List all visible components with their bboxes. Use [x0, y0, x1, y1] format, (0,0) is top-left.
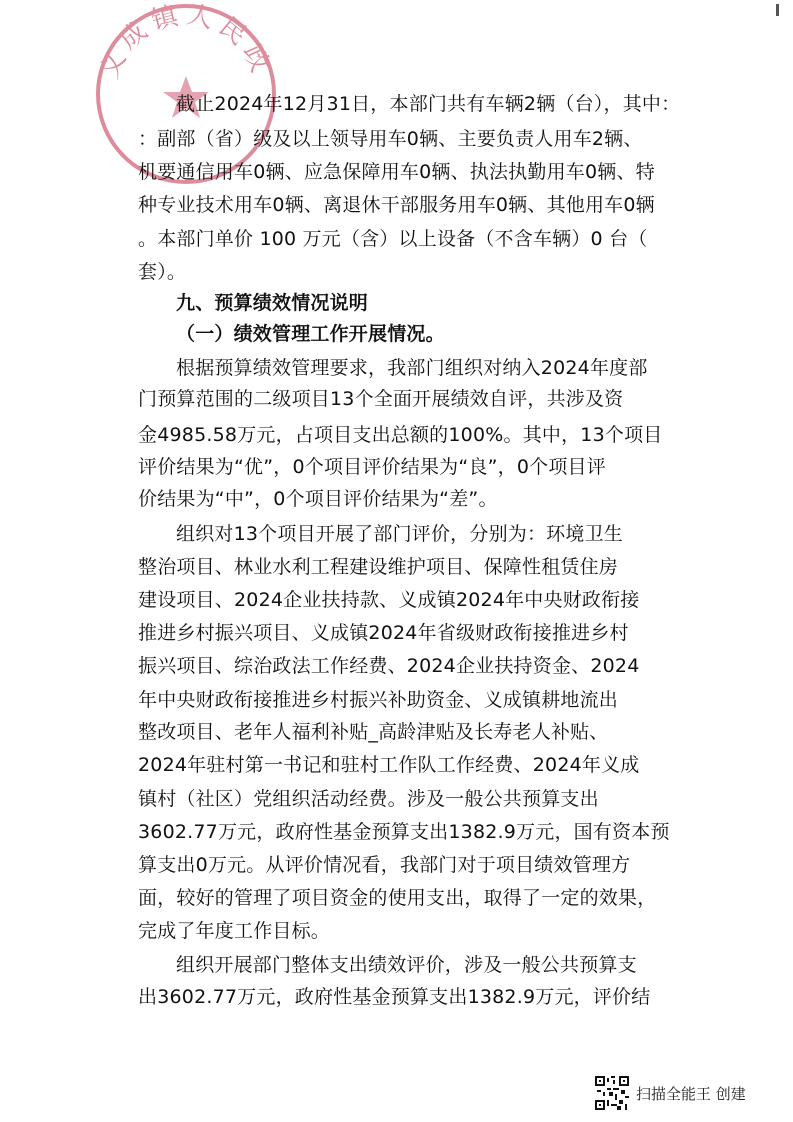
- text-line: 整治项目、林业水利工程建设维护项目、保障性租赁住房: [138, 556, 619, 578]
- section-heading: 九、预算绩效情况说明: [176, 292, 369, 314]
- text-line: 种专业技术用车0辆、离退休干部服务用车0辆、其他用车0辆: [138, 194, 655, 216]
- text-line: ：副部（省）级及以上领导用车0辆、主要负责人用车2辆、: [138, 128, 643, 150]
- scanner-footer: [595, 1075, 785, 1111]
- text-line: 3602.77万元，政府性基金预算支出1382.9万元，国有资本预: [138, 821, 670, 843]
- text-line: 振兴项目、综治政法工作经费、2024企业扶持资金、2024: [138, 655, 640, 677]
- text-line: 组织开展部门整体支出绩效评价，涉及一般公共预算支: [176, 954, 637, 976]
- text-line: 门预算范围的二级项目13个全面开展绩效自评，共涉及资: [138, 388, 624, 410]
- text-line: 镇村（社区）党组织活动经费。涉及一般公共预算支出: [138, 788, 599, 810]
- text-line: 。本部门单价 100 万元（含）以上设备（不含车辆）0 台（: [138, 228, 648, 250]
- text-line: 出3602.77万元，政府性基金预算支出1382.9万元，评价结: [138, 986, 651, 1008]
- text-line: 推进乡村振兴项目、义成镇2024年省级财政衔接推进乡村: [138, 622, 629, 644]
- text-line: 建设项目、2024企业扶持款、义成镇2024年中央财政衔接: [138, 589, 640, 611]
- text-line: 截止2024年12月31日，本部门共有车辆2辆（台），其中：: [176, 93, 681, 115]
- text-line: 套）。: [138, 261, 187, 283]
- text-line: 组织对13个项目开展了部门评价，分别为：环境卫生: [176, 523, 623, 545]
- text-line: 根据预算绩效管理要求，我部门组织对纳入2024年度部: [176, 357, 648, 379]
- text-line: 2024年驻村第一书记和驻村工作队工作经费、2024年义成: [138, 754, 640, 776]
- text-line: 整改项目、老年人福利补贴_高龄津贴及长寿老人补贴、: [138, 721, 609, 743]
- text-line: 算支出0万元。从评价情况看，我部门对于项目绩效管理方: [138, 854, 631, 876]
- seal-text: 义成镇人民政: [94, 0, 278, 84]
- text-line: 价结果为“中”，0个项目评价结果为“差”。: [138, 488, 498, 510]
- scan-mark: [775, 4, 781, 16]
- text-line: 面，较好的管理了项目资金的使用支出，取得了一定的效果，: [138, 887, 657, 909]
- text-line: 评价结果为“优”，0个项目评价结果为“良”，0个项目评: [138, 456, 606, 478]
- text-line: 年中央财政衔接推进乡村振兴补助资金、义成镇耕地流出: [138, 689, 619, 711]
- text-line: 完成了年度工作目标。: [138, 920, 331, 942]
- subsection-heading: （一）绩效管理工作开展情况。: [176, 323, 445, 345]
- text-line: 金4985.58万元，占项目支出总额的100%。其中，13个项目: [138, 424, 663, 446]
- qr-code-icon: [595, 1076, 629, 1110]
- scanner-label: 扫描全能王 创建: [636, 1084, 746, 1103]
- text-line: 机要通信用车0辆、应急保障用车0辆、执法执勤用车0辆、特: [138, 161, 655, 183]
